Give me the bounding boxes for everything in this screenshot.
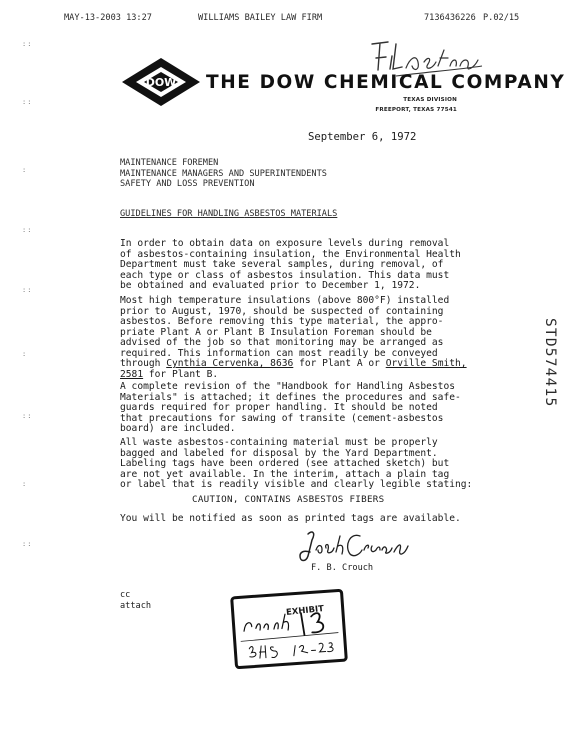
contact-plant-b-ext: 2581 xyxy=(120,368,144,380)
fax-header xyxy=(0,13,574,27)
recipient-line: SAFETY AND LOSS PREVENTION xyxy=(120,179,255,189)
paragraph-line: that precautions for sawing of transite (cement-asbestos xyxy=(120,412,444,424)
paragraph-line: required. This information can most readily be conveyed xyxy=(120,347,438,359)
line-suffix: for Plant B. xyxy=(143,368,219,380)
fax-phone: 7136436226 xyxy=(424,13,476,23)
paragraph-line: Most high temperature insulations (above 800°F) installed xyxy=(120,295,450,306)
exhibit-stamp xyxy=(228,588,350,670)
bates-number: STD574415 xyxy=(542,318,558,408)
paragraph-line: prior to August, 1970, should be suspected of containing xyxy=(120,305,444,317)
subject-asbestos: ASBESTOS xyxy=(244,209,286,219)
fax-date-time: MAY-13-2003 13:27 xyxy=(64,13,152,23)
paragraph-line: Materials" is attached; it defines the procedures and safe- xyxy=(120,391,461,403)
paragraph-line: priate Plant A or Plant B Insulation Foreman should be xyxy=(120,326,432,338)
fax-page-number: P.02/15 xyxy=(483,13,520,23)
paragraph-handbook-revision xyxy=(120,382,480,435)
svg-text:DOW: DOW xyxy=(145,76,177,89)
paragraph-line: Department must take several samples, during removal, of xyxy=(120,259,444,270)
cc-block xyxy=(120,590,151,611)
line-middle: for Plant A or xyxy=(293,358,386,369)
dow-diamond-logo xyxy=(120,56,202,108)
paragraph-line: bagged and labeled for disposal by the Yard Department. xyxy=(120,447,438,459)
memo-recipients xyxy=(120,158,327,190)
paragraph-line: advised of the job so that monitoring may be arranged as xyxy=(120,337,444,348)
company-location: FREEPORT, TEXAS 77541 xyxy=(375,107,457,113)
paragraph-line: of asbestos-containing insulation, the Environmental Health xyxy=(120,248,461,260)
subject-prefix: GUIDELINES FOR HANDLING xyxy=(120,209,245,219)
contact-plant-a: Cynthia Cervenka, 8636 xyxy=(166,358,294,369)
fax-sender: WILLIAMS BAILEY LAW FIRM xyxy=(198,13,323,23)
paragraph-line: Labeling tags have been ordered (see attached sketch) but xyxy=(120,458,450,469)
paragraph-line: asbestos. Before removing this type material, the appro- xyxy=(120,316,444,327)
memo-subject xyxy=(120,209,337,219)
cc-label: cc xyxy=(120,590,131,600)
exhibit-stamp-label: EXHIBIT xyxy=(285,604,325,618)
paragraph-exposure-data xyxy=(120,239,480,292)
paragraph-line xyxy=(120,370,480,381)
notification-line: You will be notified as soon as printed tags are available. xyxy=(120,513,461,524)
paragraph-line: All waste asbestos-containing material must be properly xyxy=(120,437,438,448)
exhibit-stamp-fields xyxy=(240,620,241,621)
caution-label-text: CAUTION, CONTAINS ASBESTOS FIBERS xyxy=(192,494,385,505)
signer-name: F. B. Crouch xyxy=(311,563,374,573)
paragraph-line: are not yet available. In the interim, attach a plain tag xyxy=(120,468,450,480)
recipient-line: MAINTENANCE FOREMEN xyxy=(120,158,219,168)
company-name: THE DOW CHEMICAL COMPANY xyxy=(206,72,566,93)
attach-label: attach xyxy=(120,600,152,611)
paragraph-line: A complete revision of the "Handbook for Handling Asbestos xyxy=(120,381,456,392)
recipient-line: MAINTENANCE MANAGERS AND SUPERINTENDENTS xyxy=(120,168,327,179)
fax-margin-artifacts: :: :: : :: :: : :: : :: xyxy=(22,40,33,548)
line-prefix: through xyxy=(120,358,167,369)
paragraph-line: be obtained and evaluated prior to December 1, 1972. xyxy=(120,280,421,291)
handwritten-file-note-text xyxy=(374,40,375,41)
paragraph-waste-disposal xyxy=(120,438,480,491)
handwritten-signature xyxy=(294,526,414,568)
company-division: TEXAS DIVISION xyxy=(403,97,457,103)
paragraph-line: board) are included. xyxy=(120,423,236,434)
company-address xyxy=(205,95,457,115)
paragraph-line: or label that is readily visible and clearly legible stating: xyxy=(120,479,473,490)
paragraph-line: each type or class of asbestos insulation. This data must xyxy=(120,269,450,281)
paragraph-line: In order to obtain data on exposure levels during removal xyxy=(120,238,450,249)
contact-plant-b-name: Orville Smith, xyxy=(385,358,467,369)
paragraph-line: guards required for proper handling. It should be noted xyxy=(120,402,438,413)
paragraph-high-temp-insulation xyxy=(120,296,480,380)
subject-suffix: MATERIALS xyxy=(285,209,338,219)
memo-date: September 6, 1972 xyxy=(308,131,417,143)
